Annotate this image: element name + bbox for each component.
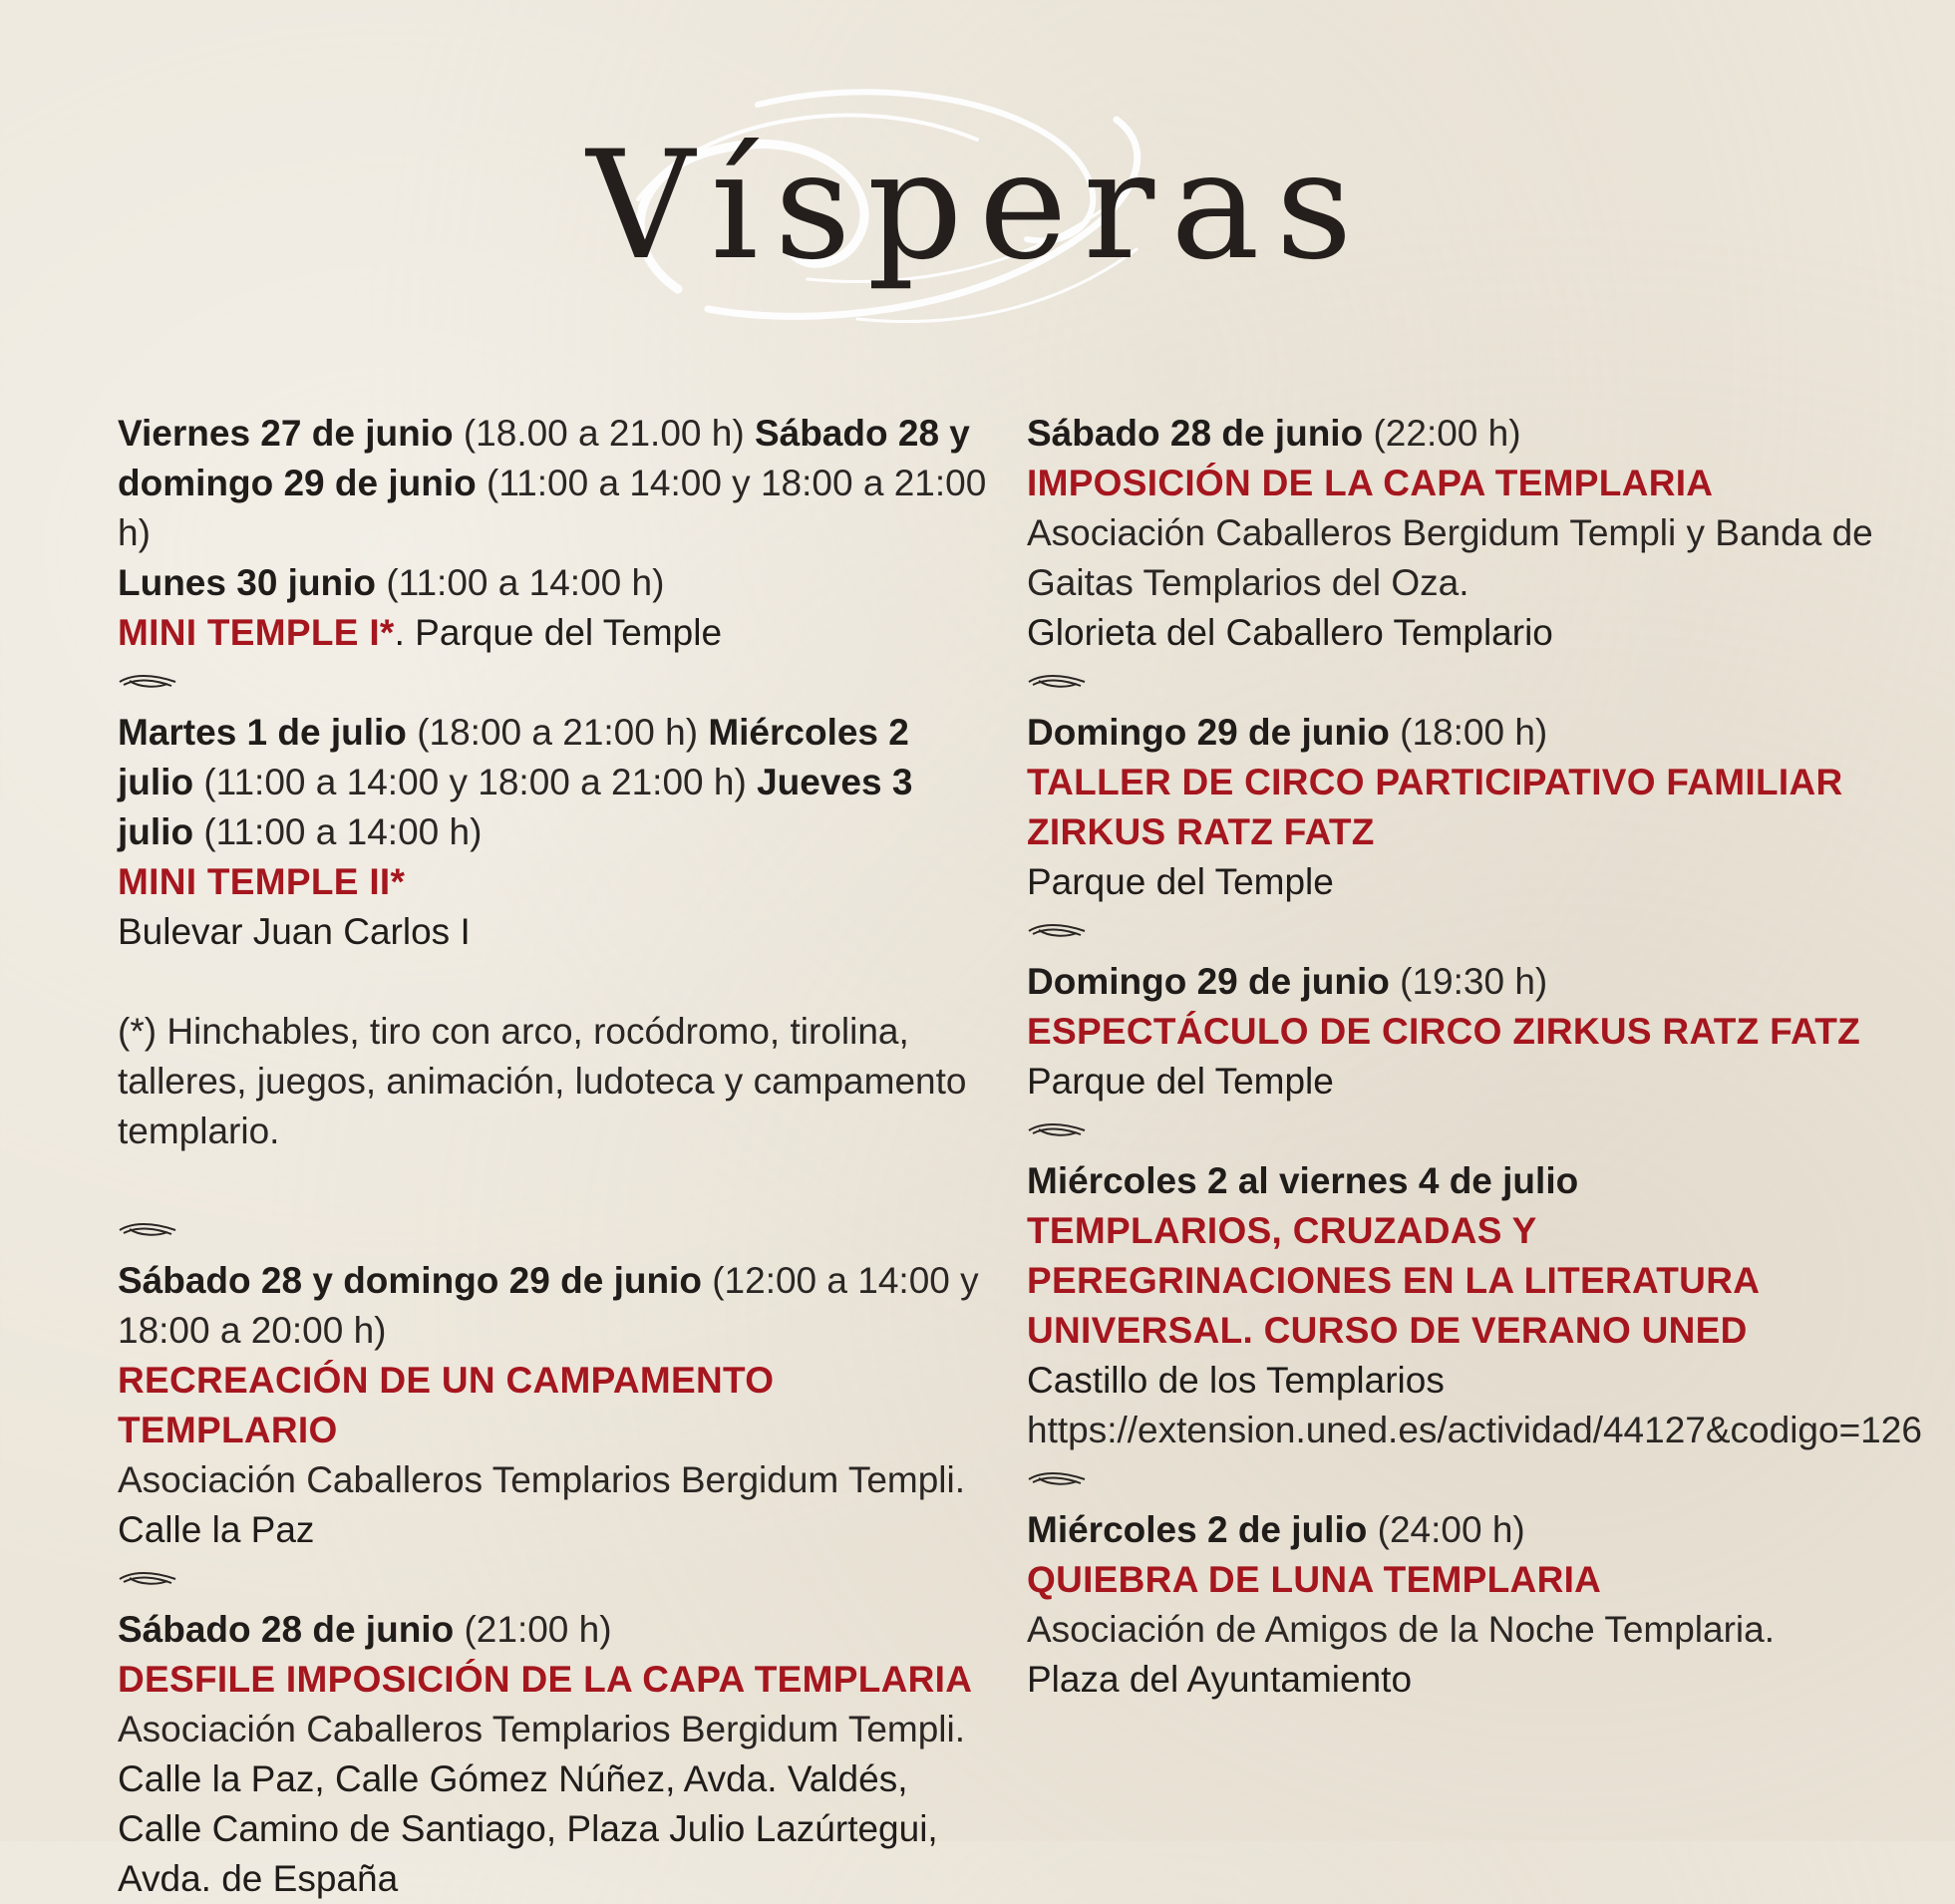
event-organizer: Asociación Caballeros Bergidum Templi y Banda de Gaitas Templarios del Oza. [1027, 512, 1873, 603]
event-title: TEMPLARIOS, CRUZADAS Y PEREGRINACIONES EN LA LITERATURA UNIVERSAL. CURSO DE VERANO UNED [1027, 1210, 1759, 1351]
footnote: (*) Hinchables, tiro con arco, rocódromo, tirolina, talleres, juegos, animación, ludoteca y campamento templario. [118, 1011, 967, 1151]
event-date: Sábado 28 y domingo 29 de junio [118, 413, 970, 503]
ornament-swirl-icon [118, 672, 177, 692]
separator [118, 1555, 995, 1605]
event-time: (11:00 a 14:00 h) [193, 811, 483, 852]
event-organizer: Asociación de Amigos de la Noche Templaria. [1027, 1609, 1776, 1650]
event-title: RECREACIÓN DE UN CAMPAMENTO TEMPLARIO [118, 1360, 775, 1450]
event-place: Plaza del Ayuntamiento [1027, 1659, 1413, 1700]
event-title: MINI TEMPLE I* [118, 612, 395, 653]
event-title: TALLER DE CIRCO PARTICIPATIVO FAMILIAR ZIRKUS RATZ FATZ [1027, 762, 1843, 852]
event-place: Glorieta del Caballero Templario [1027, 612, 1553, 653]
event-place: Calle la Paz [118, 1509, 315, 1550]
event-entry [1027, 409, 1904, 658]
separator [1027, 907, 1904, 957]
title-block [0, 80, 1955, 339]
event-place: Parque del Temple [1027, 1061, 1334, 1102]
event-entry [1027, 957, 1904, 1107]
ornament-swirl-icon [1027, 1120, 1087, 1140]
event-date: Miércoles 2 al viernes 4 de julio [1027, 1160, 1579, 1201]
event-entry [118, 1605, 995, 1904]
event-entry [118, 1256, 995, 1555]
event-date: Sábado 28 y domingo 29 de junio [118, 1260, 702, 1301]
separator [1027, 1107, 1904, 1156]
event-title: QUIEBRA DE LUNA TEMPLARIA [1027, 1559, 1602, 1600]
separator [118, 1206, 995, 1256]
event-time: (11:00 a 14:00 h) [376, 562, 665, 603]
event-date: Lunes 30 junio [118, 562, 377, 603]
separator [118, 658, 995, 708]
event-title: MINI TEMPLE II* [118, 861, 406, 902]
separator [1027, 1455, 1904, 1505]
event-title: ESPECTÁCULO DE CIRCO ZIRKUS RATZ FATZ [1027, 1011, 1861, 1052]
event-date: Domingo 29 de junio [1027, 961, 1390, 1002]
event-date: Miércoles 2 de julio [1027, 1509, 1368, 1550]
ornament-swirl-icon [1027, 1469, 1087, 1489]
event-organizer: Asociación Caballeros Templarios Bergidum Templi. [118, 1459, 966, 1500]
event-date: Domingo 29 de junio [1027, 712, 1390, 753]
event-date: Jueves 3 julio [118, 762, 913, 852]
event-time: (11:00 a 14:00 y 18:00 a 21:00 h) [193, 762, 758, 802]
event-title: DESFILE IMPOSICIÓN DE LA CAPA TEMPLARIA [118, 1659, 973, 1700]
event-title: IMPOSICIÓN DE LA CAPA TEMPLARIA [1027, 463, 1714, 503]
event-place: Castillo de los Templarios [1027, 1360, 1445, 1401]
event-time: (24:00 h) [1367, 1509, 1525, 1550]
event-entry [1027, 1505, 1904, 1705]
event-organizer: Asociación Caballeros Templarios Bergidum Templi. [118, 1709, 966, 1749]
page-title: Vísperas [586, 120, 1369, 293]
event-date: Miércoles 2 julio [118, 712, 909, 802]
event-date: Viernes 27 de junio [118, 413, 454, 454]
event-entry [1027, 708, 1904, 907]
event-link[interactable]: https://extension.uned.es/actividad/44127&codigo=126 [1027, 1410, 1922, 1450]
ornament-swirl-icon [118, 1220, 177, 1240]
event-time: (11:00 a 14:00 y 18:00 a 21:00 h) [118, 463, 987, 553]
ornament-swirl-icon [118, 1569, 177, 1589]
event-time: (22:00 h) [1363, 413, 1521, 454]
event-entry [118, 708, 995, 957]
event-time: (19:30 h) [1389, 961, 1548, 1002]
ornament-swirl-icon [1027, 672, 1087, 692]
separator [1027, 658, 1904, 708]
event-date: Sábado 28 de junio [1027, 413, 1364, 454]
event-date: Martes 1 de julio [118, 712, 407, 753]
right-column [1027, 409, 1922, 1705]
event-time: (21:00 h) [454, 1609, 612, 1650]
event-entry [118, 409, 995, 658]
event-time: (18:00 h) [1389, 712, 1548, 753]
event-place: Parque del Temple [1027, 861, 1334, 902]
event-place: Bulevar Juan Carlos I [118, 911, 471, 952]
event-place: Calle la Paz, Calle Gómez Núñez, Avda. Valdés, Calle Camino de Santiago, Plaza Julio Lazúrtegui, Avda. de España [118, 1758, 938, 1899]
event-time: (12:00 a 14:00 y 18:00 a 20:00 h) [118, 1260, 979, 1351]
left-column [118, 409, 995, 1904]
event-time: (18:00 a 21:00 h) [406, 712, 709, 753]
event-entry [1027, 1156, 1922, 1455]
event-date: Sábado 28 de junio [118, 1609, 455, 1650]
ornament-swirl-icon [1027, 921, 1087, 941]
event-place: . Parque del Temple [394, 612, 723, 653]
event-time: (18.00 a 21.00 h) [453, 413, 755, 454]
